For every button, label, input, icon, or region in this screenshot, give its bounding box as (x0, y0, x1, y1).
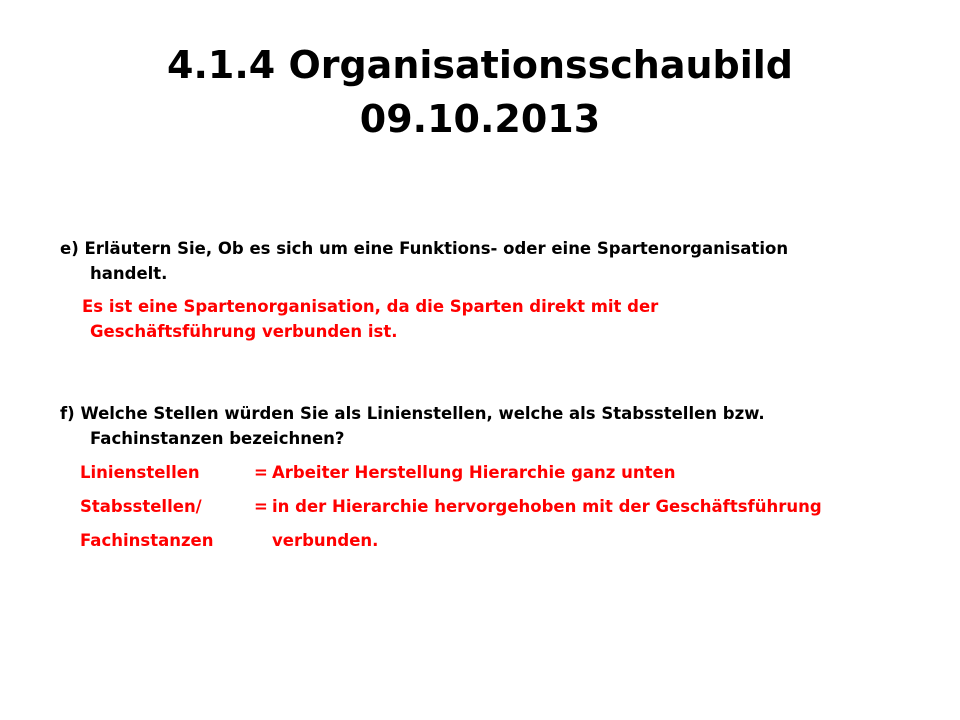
question-f-line2: Fachinstanzen bezeichnen? (90, 429, 345, 448)
question-f-block (60, 401, 920, 562)
title-date: 09.10.2013 (359, 97, 601, 141)
answer-f-term: Stabsstellen/ (80, 497, 202, 516)
answer-e-line1: Es ist eine Spartenorganisation, da die Sparten direkt mit der (82, 297, 659, 316)
spacer (60, 344, 920, 401)
answer-f-separator: = (254, 463, 268, 482)
question-e-block (60, 236, 920, 344)
question-e-line1: e) Erläutern Sie, Ob es sich um eine Funktions- oder eine Spartenorganisation (60, 239, 789, 258)
answer-f-separator (254, 528, 272, 562)
answer-f-text: in der Hierarchie hervorgehoben mit der Geschäftsführung (272, 497, 822, 516)
slide-content (60, 236, 920, 562)
slide-title (0, 38, 960, 146)
answer-f-text: verbunden. (272, 531, 379, 550)
answer-f-term: Linienstellen (80, 463, 200, 482)
title-heading: 4.1.4 Organisationsschaubild (167, 43, 793, 87)
answer-f-row (60, 528, 920, 562)
answer-f-separator: = (254, 497, 268, 516)
answer-f-list (60, 460, 920, 562)
answer-e-line2: Geschäftsführung verbunden ist. (90, 322, 398, 341)
answer-f-row (60, 494, 920, 528)
answer-f-row (60, 460, 920, 494)
question-f-line1: f) Welche Stellen würden Sie als Linienstellen, welche als Stabsstellen bzw. (60, 404, 765, 423)
question-e-line2: handelt. (90, 264, 168, 283)
answer-f-text: Arbeiter Herstellung Hierarchie ganz unten (272, 463, 676, 482)
answer-f-term: Fachinstanzen (80, 531, 214, 550)
